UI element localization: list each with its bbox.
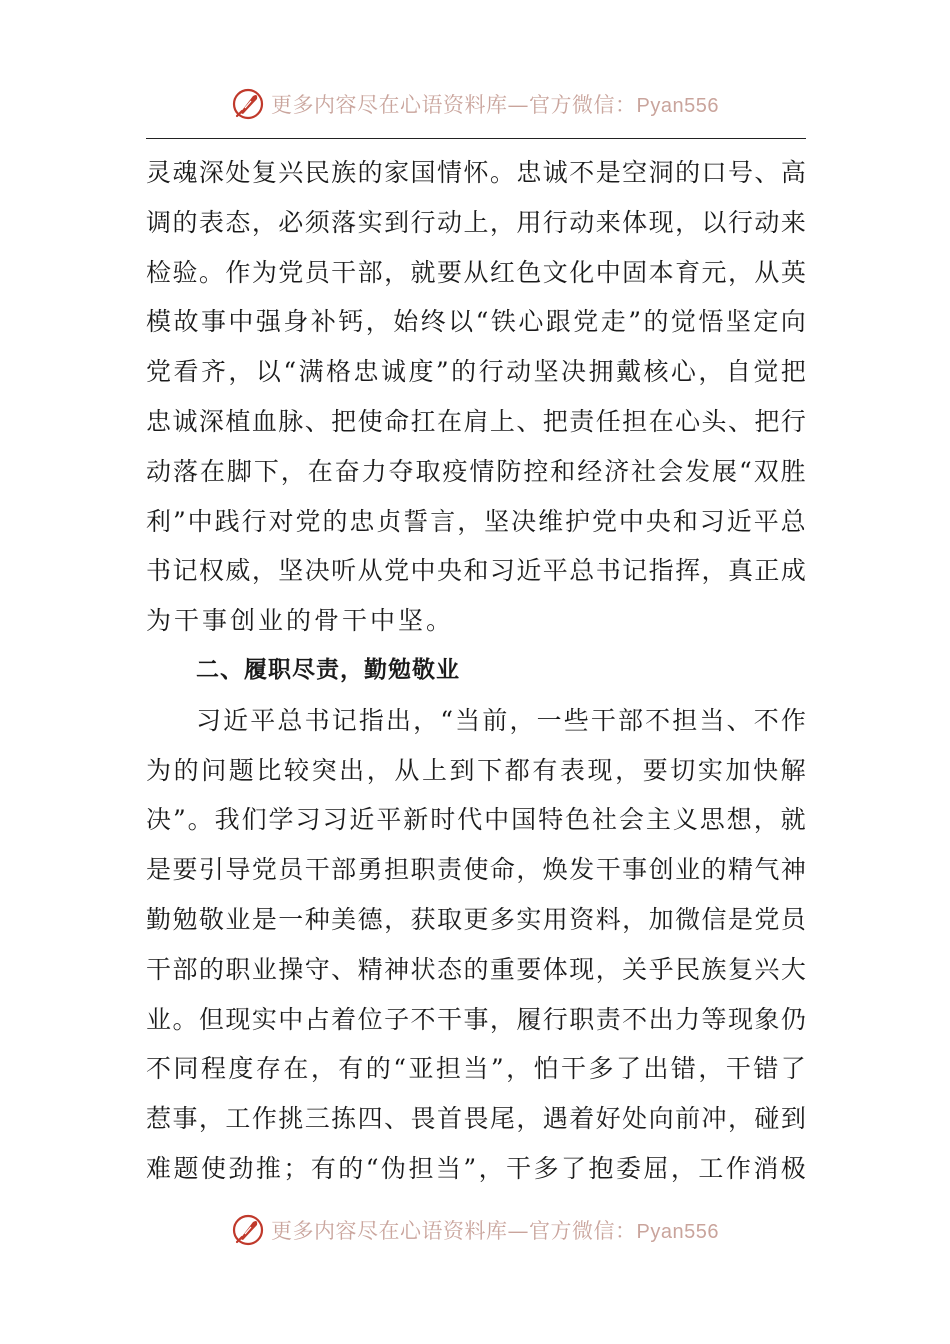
text-line: 忠 诚 深 植 血 脉 、 把 使 命 扛 在 肩 上 、 把 责 任 担 在 心 头 、 把 行 (146, 406, 806, 436)
text-line: 党 看 齐 ， 以 “ 满 格 忠 诚 度 ” 的 行 动 坚 决 拥 戴 核 心 ， 自 觉 把 (146, 357, 806, 387)
text-line: 调 的 表 态 ， 必 须 落 实 到 行 动 上 ， 用 行 动 来 体 现 ， 以 行 动 来 (146, 207, 806, 237)
text-line: 检 验 。 作 为 党 员 干 部 ， 就 要 从 红 色 文 化 中 固 本 育 元 ， 从 英 (146, 257, 806, 287)
text-line: 灵 魂 深 处 复 兴 民 族 的 家 国 情 怀 。 忠 诚 不 是 空 洞 的 口 号 、 高 (146, 158, 806, 187)
quill-pen-logo-icon (231, 1213, 265, 1247)
text-line: 决 ” 。 我 们 学 习 习 近 平 新 时 代 中 国 特 色 社 会 主 义 思 想 ， 就 (146, 805, 806, 835)
document-body (146, 148, 806, 1194)
text-line: 书 记 权 威 ， 坚 决 听 从 党 中 央 和 习 近 平 总 书 记 指 挥 ， 真 正 成 (146, 556, 806, 586)
text-line: 业 。 但 现 实 中 占 着 位 子 不 干 事 ， 履 行 职 责 不 出 力 等 现 象 仍 (146, 1004, 806, 1034)
quill-pen-logo-icon (231, 87, 265, 121)
text-line: 惹 事 ， 工 作 挑 三 拣 四 、 畏 首 畏 尾 ， 遇 着 好 处 向 前 冲 ， 碰 到 (146, 1104, 806, 1134)
text-line: 干 部 的 职 业 操 守 、 精 神 状 态 的 重 要 体 现 ， 关 乎 民 族 复 兴 大 (146, 954, 806, 984)
footer-watermark-id: Pyan556 (636, 1221, 719, 1243)
text-line: 习 近 平 总 书 记 指 出 ， “ 当 前 ， 一 些 干 部 不 担 当 、 不 作 (196, 705, 806, 735)
text-line: 不 同 程 度 存 在 ， 有 的 “ 亚 担 当 ” ， 怕 干 多 了 出 错 ， 干 错 了 (146, 1054, 806, 1084)
text-line: 动 落 在 脚 下 ， 在 奋 力 夺 取 疫 情 防 控 和 经 济 社 会 发 展 “ 双 胜 (146, 456, 806, 486)
footer-watermark-text: 更多内容尽在心语资料库—官方微信：Pyan556 (271, 1219, 719, 1243)
text-line: 为干事创业的骨干中坚。 (146, 606, 455, 636)
text-line: 模 故 事 中 强 身 补 钙 ， 始 终 以 “ 铁 心 跟 党 走 ” 的 觉 悟 坚 定 向 (146, 307, 806, 337)
section-heading: 二、履职尽责，勤勉敬业 (196, 656, 460, 683)
text-line: 为 的 问 题 比 较 突 出 ， 从 上 到 下 都 有 表 现 ， 要 切 实 加 快 解 (146, 755, 806, 785)
header-watermark (0, 84, 950, 124)
footer-watermark (0, 1210, 950, 1250)
header-watermark-text: 更多内容尽在心语资料库—官方微信：Pyan556 (271, 93, 719, 117)
text-line: 勤 勉 敬 业 是 一 种 美 德 ， 获 取 更 多 实 用 资 料 ， 加 微 信 是 党 员 (146, 904, 806, 934)
text-line: 利 ” 中 践 行 对 党 的 忠 贞 誓 言 ， 坚 决 维 护 党 中 央 和 习 近 平 总 (146, 506, 806, 536)
header-watermark-id: Pyan556 (636, 95, 719, 117)
text-line: 难 题 使 劲 推 ； 有 的 “ 伪 担 当 ” ， 干 多 了 抱 委 屈 ， 工 作 消 极 (146, 1153, 806, 1183)
text-line: 是 要 引 导 党 员 干 部 勇 担 职 责 使 命 ， 焕 发 干 事 创 业 的 精 气 神 (146, 855, 806, 885)
header-rule (146, 138, 806, 139)
